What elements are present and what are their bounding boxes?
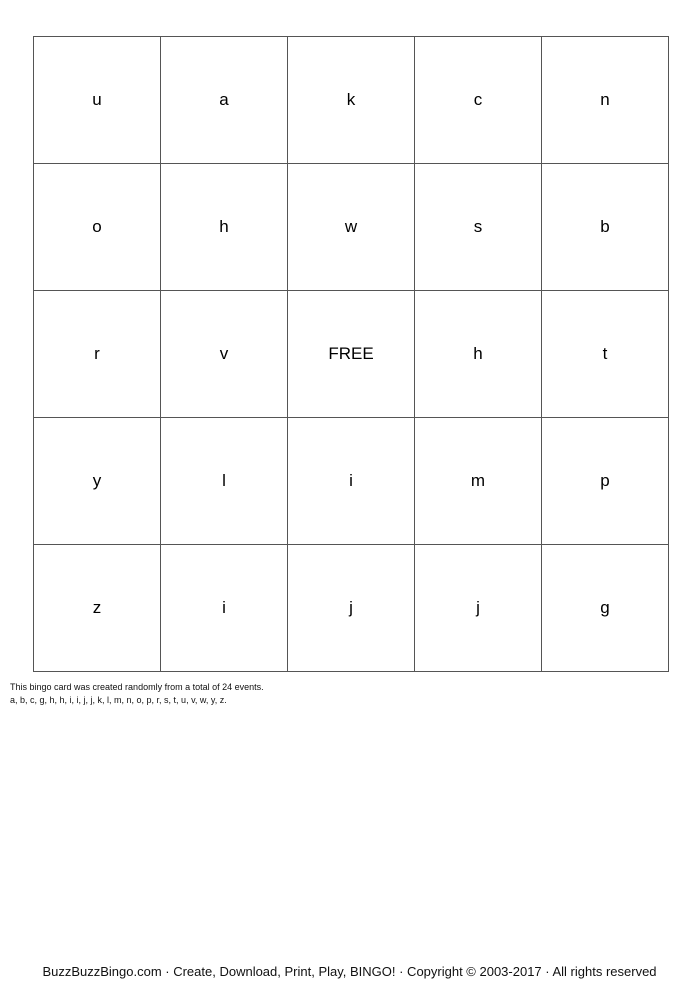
bingo-row bbox=[34, 545, 669, 672]
bingo-cell: z bbox=[34, 545, 161, 672]
bingo-cell: h bbox=[161, 164, 288, 291]
card-info-events: a, b, c, g, h, h, i, i, j, j, k, l, m, n, o, p, r, s, t, u, v, w, y, z. bbox=[10, 695, 227, 705]
bingo-cell: y bbox=[34, 418, 161, 545]
bingo-cell: c bbox=[415, 37, 542, 164]
bingo-cell: l bbox=[161, 418, 288, 545]
bingo-cell: p bbox=[542, 418, 669, 545]
bingo-cell: b bbox=[542, 164, 669, 291]
bingo-cell: n bbox=[542, 37, 669, 164]
bingo-cell: o bbox=[34, 164, 161, 291]
bingo-cell: h bbox=[415, 291, 542, 418]
bingo-cell: i bbox=[161, 545, 288, 672]
free-space-cell: FREE bbox=[288, 291, 415, 418]
bingo-row bbox=[34, 164, 669, 291]
card-info bbox=[10, 681, 264, 707]
bingo-row bbox=[34, 37, 669, 164]
bingo-row bbox=[34, 418, 669, 545]
bingo-cell: s bbox=[415, 164, 542, 291]
bingo-cell: t bbox=[542, 291, 669, 418]
bingo-cell: w bbox=[288, 164, 415, 291]
bingo-cell: i bbox=[288, 418, 415, 545]
footer: BuzzBuzzBingo.com · Create, Download, Print, Play, BINGO! · Copyright © 2003-2017 · All rights reserved bbox=[42, 964, 657, 979]
bingo-row bbox=[34, 291, 669, 418]
bingo-cell: k bbox=[288, 37, 415, 164]
bingo-cell: g bbox=[542, 545, 669, 672]
card-info-summary: This bingo card was created randomly from a total of 24 events. bbox=[10, 682, 264, 692]
bingo-cell: j bbox=[288, 545, 415, 672]
bingo-cell: v bbox=[161, 291, 288, 418]
bingo-cell: j bbox=[415, 545, 542, 672]
bingo-cell: a bbox=[161, 37, 288, 164]
bingo-cell: m bbox=[415, 418, 542, 545]
bingo-card bbox=[33, 36, 669, 672]
bingo-cell: r bbox=[34, 291, 161, 418]
bingo-cell: u bbox=[34, 37, 161, 164]
